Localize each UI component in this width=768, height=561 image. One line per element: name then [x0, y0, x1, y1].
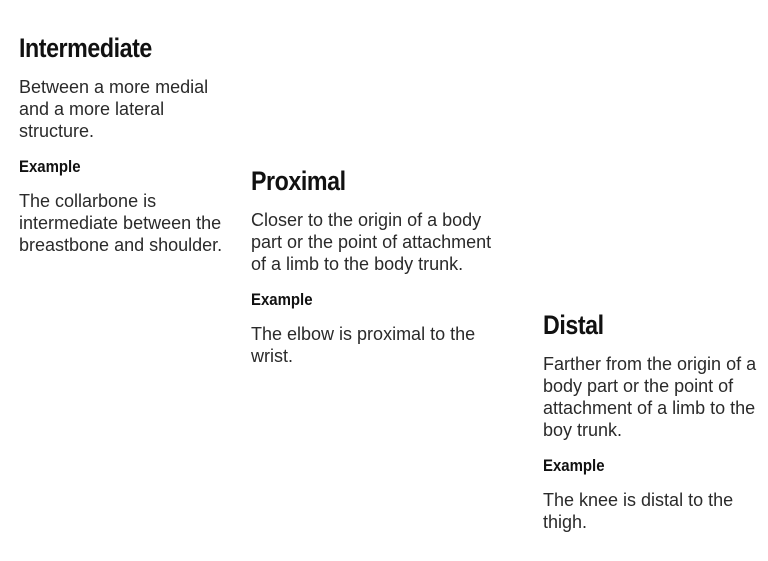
term-title: Intermediate	[19, 33, 152, 63]
example-text: The collarbone is intermediate between the breastbone and shoulder.	[19, 191, 223, 255]
term-definition: Farther from the origin of a body part or the point of attachment of a limb to the boy trunk.	[543, 354, 757, 440]
term-definition: Between a more medial and a more lateral structure.	[19, 77, 209, 141]
example-label: Example	[251, 290, 313, 309]
term-distal	[543, 309, 758, 533]
term-intermediate	[19, 32, 234, 256]
example-label: Example	[543, 456, 605, 475]
term-definition: Closer to the origin of a body part or the point of attachment of a limb to the body trunk.	[251, 210, 492, 274]
example-text: The knee is distal to the thigh.	[543, 490, 734, 532]
example-label: Example	[19, 157, 81, 176]
example-text: The elbow is proximal to the wrist.	[251, 324, 476, 366]
term-title: Proximal	[251, 166, 346, 196]
term-title: Distal	[543, 310, 604, 340]
term-proximal	[251, 165, 506, 367]
